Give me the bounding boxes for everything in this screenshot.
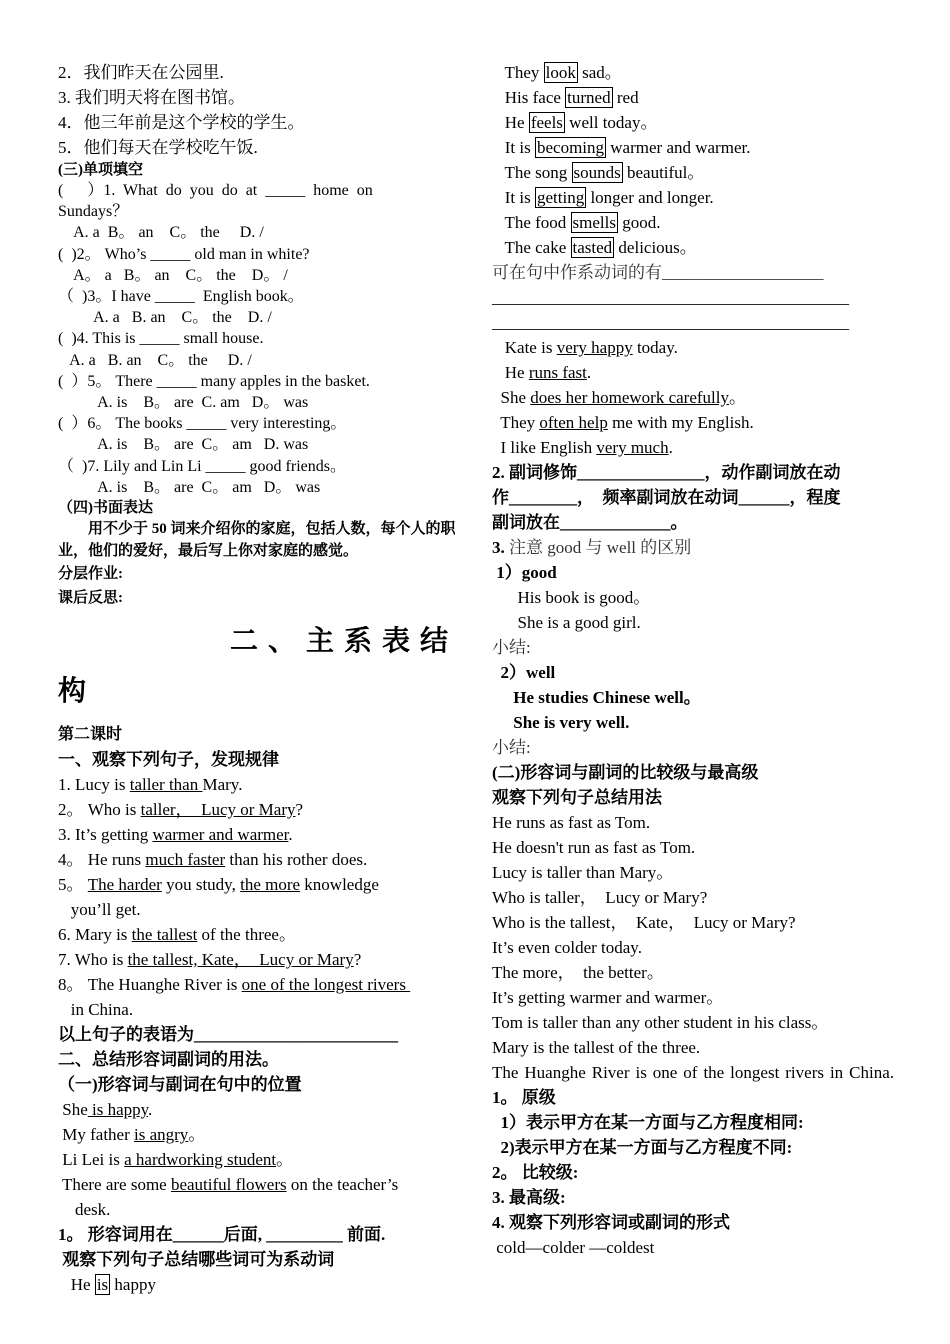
example-sentence-8 [58, 972, 458, 997]
underlined: runs fast [528, 363, 587, 382]
chapter-title-cont: 构 [58, 674, 97, 708]
comparison-example: It’s even colder today. [492, 938, 642, 957]
left-column [58, 60, 458, 1297]
text: 2。 Who is [58, 800, 141, 820]
chapter-title: 二、主系表结 [229, 624, 458, 658]
reflection: 课后反思: [58, 590, 123, 607]
summary-title: 二、总结形容词副词的用法。 [58, 1050, 279, 1070]
text: He [492, 363, 529, 382]
text: ? [295, 800, 304, 820]
text: me with my English. [607, 413, 754, 432]
text: of the three。 [197, 925, 296, 945]
question-3: （ )3。I have _____ English book。 [58, 288, 304, 306]
text: you study, [161, 875, 241, 895]
answer-blank-line: __________________________________________ [492, 313, 849, 332]
linking-verb-row [492, 110, 894, 135]
comparison-example: Who is the tallest， Kate， Lucy or Mary? [492, 913, 796, 932]
example-sentence-6 [58, 922, 458, 947]
underlined: The harder [87, 875, 162, 895]
text: The song [492, 163, 572, 182]
adjective-example-4-cont: desk. [58, 1200, 111, 1220]
rule-number: 3. [492, 538, 505, 557]
boxed-verb: tasted [572, 238, 613, 257]
good-example: His book is good。 [492, 588, 651, 607]
text: They [492, 413, 540, 432]
underlined: much faster [145, 850, 226, 870]
text: 1. Lucy is [58, 775, 130, 795]
question-2: ( )2。 Who’s _____ old man in white? [58, 245, 310, 263]
underlined: a hardworking student [124, 1150, 277, 1170]
underlined: does her homework carefully [530, 388, 729, 407]
adjective-example-4 [58, 1172, 458, 1197]
rule-3 [492, 535, 894, 560]
question-4: ( )4. This is _____ small house. [58, 330, 264, 348]
example-sentence-3 [58, 822, 458, 847]
question-7: （ )7. Lily and Lin Li _____ good friends。 [58, 457, 346, 475]
text: good. [618, 213, 661, 232]
underlined: beautiful flowers [170, 1175, 287, 1195]
text: The cake [492, 238, 571, 257]
text: sad。 [577, 63, 622, 82]
positive-degree: 1。 原级 [492, 1088, 556, 1107]
good-title: 1）good [492, 563, 557, 582]
text: He [58, 1275, 95, 1295]
text: Mary. [202, 775, 243, 795]
comparison-example: Tom is taller than any other student in his class。 [492, 1013, 829, 1032]
translate-item: 5．他们每天在学校吃午饭. [58, 138, 258, 157]
text: . [288, 825, 293, 845]
example-sentence-2 [58, 797, 458, 822]
text: It is [492, 138, 535, 157]
comparative-degree: 2。 比较级: [492, 1163, 579, 1182]
text: It is [492, 188, 535, 207]
text: 6. Mary is [58, 925, 132, 945]
text: on the teacher’s [286, 1175, 399, 1195]
text: She [58, 1100, 88, 1120]
rule-1: 1。 形容词用在______后面, _________ 前面. [58, 1225, 386, 1245]
underlined: the tallest [131, 925, 198, 945]
text: 。 [728, 388, 746, 407]
summary-label: 小结: [492, 738, 531, 757]
example-sentence-5-cont: you’ll get. [58, 900, 141, 920]
question-3-options: A. a B. an C。 the D. / [58, 309, 272, 327]
text: red [612, 88, 639, 107]
predicate-question: 以上句子的表语为________________________ [58, 1025, 398, 1045]
boxed-verb: feels [530, 113, 563, 132]
question-1: ( ）1. What do you do at _____ home on [58, 182, 373, 199]
comparison-title: (二)形容词与副词的比较级与最高级 [492, 763, 759, 782]
layered-homework: 分层作业: [58, 566, 123, 583]
question-6-options: A. is B。 are C。 am D. was [58, 436, 309, 454]
linking-verb-row [492, 185, 894, 210]
text: Kate is [492, 338, 557, 357]
text: 8。 The Huanghe River is [58, 975, 242, 995]
text: He [492, 113, 529, 132]
example-sentence-5 [58, 872, 458, 897]
boxed-verb: is [96, 1275, 109, 1295]
comparison-example: He doesn't run as fast as Tom. [492, 838, 696, 857]
adverb-example [492, 335, 894, 360]
linking-verb-answer: 可在句中作系动词的有___________________ [492, 263, 824, 282]
rule-2: 2. 副词修饰_______________，动作副词放在动 [492, 463, 841, 482]
boxed-verb: getting [536, 188, 585, 207]
example-sentence-8-cont: in China. [58, 1000, 134, 1020]
underlined: the more [240, 875, 301, 895]
text: warmer and warmer. [606, 138, 751, 157]
answer-blank-line: __________________________________________ [492, 288, 849, 307]
text: happy [110, 1275, 156, 1295]
section4-title: （四)书面表达 [58, 500, 153, 517]
underlined: Lucy or Mary [201, 800, 296, 820]
boxed-verb: smells [572, 213, 616, 232]
underlined: is happy [87, 1100, 149, 1120]
writing-prompt: 用不少于 50 词来介绍你的家庭，包括人数，每个人的职业，他们的爱好，最后写上你对家庭的感觉。 [58, 521, 456, 560]
comparison-example: Who is taller， Lucy or Mary? [492, 888, 708, 907]
question-6: ( ）6。 The books _____ very interesting。 [58, 415, 347, 433]
adverb-example [492, 410, 894, 435]
forms-title: 4. 观察下列形容词或副词的形式 [492, 1213, 730, 1232]
forms-example: cold—colder —coldest [492, 1238, 655, 1257]
text: 7. Who is [58, 950, 128, 970]
comparison-example: It’s getting warmer and warmer。 [492, 988, 724, 1007]
linking-verb-row [492, 235, 894, 260]
text: They [492, 63, 544, 82]
underlined: the tallest, Kate， [127, 950, 251, 970]
text: Li Lei is [58, 1150, 125, 1170]
question-4-options: A. a B. an C。 the D. / [58, 351, 252, 369]
comparison-example: Lucy is taller than Mary。 [492, 863, 674, 882]
text: 3. It’s getting [58, 825, 153, 845]
example-sentence-4 [58, 847, 458, 872]
adverb-example [492, 435, 894, 460]
summary-label: 小结: [492, 638, 531, 657]
right-column [492, 60, 894, 1260]
comparison-example: The more， the better。 [492, 963, 664, 982]
comparison-example: The Huanghe River is one of the longest rivers in China. [492, 1063, 894, 1082]
text: My father [58, 1125, 135, 1145]
comparison-example: He runs as fast as Tom. [492, 813, 651, 832]
text: I like English [492, 438, 597, 457]
underlined [193, 800, 202, 819]
adjective-example-1 [58, 1097, 458, 1122]
positive-degree-rule: 2)表示甲方在某一方面与乙方程度不同: [492, 1138, 793, 1157]
underlined: taller than [129, 775, 203, 795]
position-title: （一)形容词与副词在句中的位置 [58, 1075, 302, 1095]
example-sentence-7 [58, 947, 458, 972]
linking-verb-row [492, 135, 894, 160]
question-1-cont: Sundays？ [58, 203, 129, 221]
underlined: often help [539, 413, 608, 432]
text: longer and longer. [586, 188, 714, 207]
well-example: She is very well. [492, 713, 630, 732]
question-5: ( ）5。 There _____ many apples in the basket. [58, 372, 370, 390]
translate-item: 2．我们昨天在公园里. [58, 63, 224, 82]
question-1-options: A. a B。 an C。 the D. / [58, 224, 264, 242]
linking-verb-title: 观察下列句子总结哪些词可为系动词 [58, 1250, 335, 1270]
text: ? [353, 950, 362, 970]
text: . [586, 363, 592, 382]
positive-degree-rule: 1）表示甲方在某一方面与乙方程度相同: [492, 1113, 804, 1132]
underlined: very much [596, 438, 669, 457]
lesson-label: 第二课时 [58, 726, 123, 744]
text: There are some [58, 1175, 171, 1195]
text: 。 [276, 1150, 294, 1170]
adverb-example [492, 385, 894, 410]
comparison-subtitle: 观察下列句子总结用法 [492, 788, 662, 807]
linking-verb-row [492, 210, 894, 235]
underlined: Lucy or Mary [259, 950, 354, 970]
text: 5。 [58, 875, 88, 895]
comparison-example: Mary is the tallest of the three. [492, 1038, 701, 1057]
underlined: is angry [134, 1125, 189, 1145]
translate-item: 3. 我们明天将在图书馆。 [58, 88, 245, 107]
text: today. [632, 338, 678, 357]
underlined: taller， [140, 800, 193, 820]
text: delicious。 [614, 238, 697, 257]
underlined: warmer and warmer [152, 825, 289, 845]
question-2-options: A。 a B。 an C。 the D。 / [58, 266, 288, 284]
linking-verb-row [492, 60, 894, 85]
question-5-options: A. is B。 are C. am D。 was [58, 394, 309, 412]
text: His face [492, 88, 566, 107]
boxed-verb: sounds [573, 163, 621, 182]
text: 4。 He runs [58, 850, 146, 870]
rule-2-cont: 作________， 频率副词放在动词______，程度 [492, 488, 841, 507]
well-title: 2）well [492, 663, 556, 682]
text: knowledge [300, 875, 379, 895]
boxed-verb: turned [567, 88, 611, 107]
underlined: one of the longest rivers [241, 975, 411, 995]
observe-title: 一、观察下列句子，发现规律 [58, 750, 279, 770]
translate-item: 4．他三年前是这个学校的学生。 [58, 113, 305, 132]
adjective-example-3 [58, 1147, 458, 1172]
linking-verb-row [492, 160, 894, 185]
text: 。 [188, 1125, 206, 1145]
boxed-verb: look [545, 63, 576, 82]
text: 注意 good 与 well 的区别 [504, 538, 692, 557]
linking-verb-row [492, 85, 894, 110]
text: beautiful。 [622, 163, 705, 182]
text: She [492, 388, 531, 407]
well-example: He studies Chinese well。 [492, 688, 701, 707]
text: than his rother does. [225, 850, 368, 870]
underlined: very happy [556, 338, 633, 357]
example-sentence-1 [58, 772, 458, 797]
superlative-degree: 3. 最高级: [492, 1188, 566, 1207]
linking-verb-example [58, 1272, 458, 1297]
boxed-verb: becoming [536, 138, 605, 157]
text: well today。 [564, 113, 658, 132]
rule-2-cont: 副词放在_____________。 [492, 513, 688, 532]
text: . [148, 1100, 153, 1120]
text: . [668, 438, 673, 457]
text: The food [492, 213, 571, 232]
section3-title: (三)单项填空 [58, 162, 143, 178]
adverb-example [492, 360, 894, 385]
adjective-example-2 [58, 1122, 458, 1147]
question-7-options: A. is B。 are C。 am D。 was [58, 478, 321, 496]
good-example: She is a good girl. [492, 613, 641, 632]
